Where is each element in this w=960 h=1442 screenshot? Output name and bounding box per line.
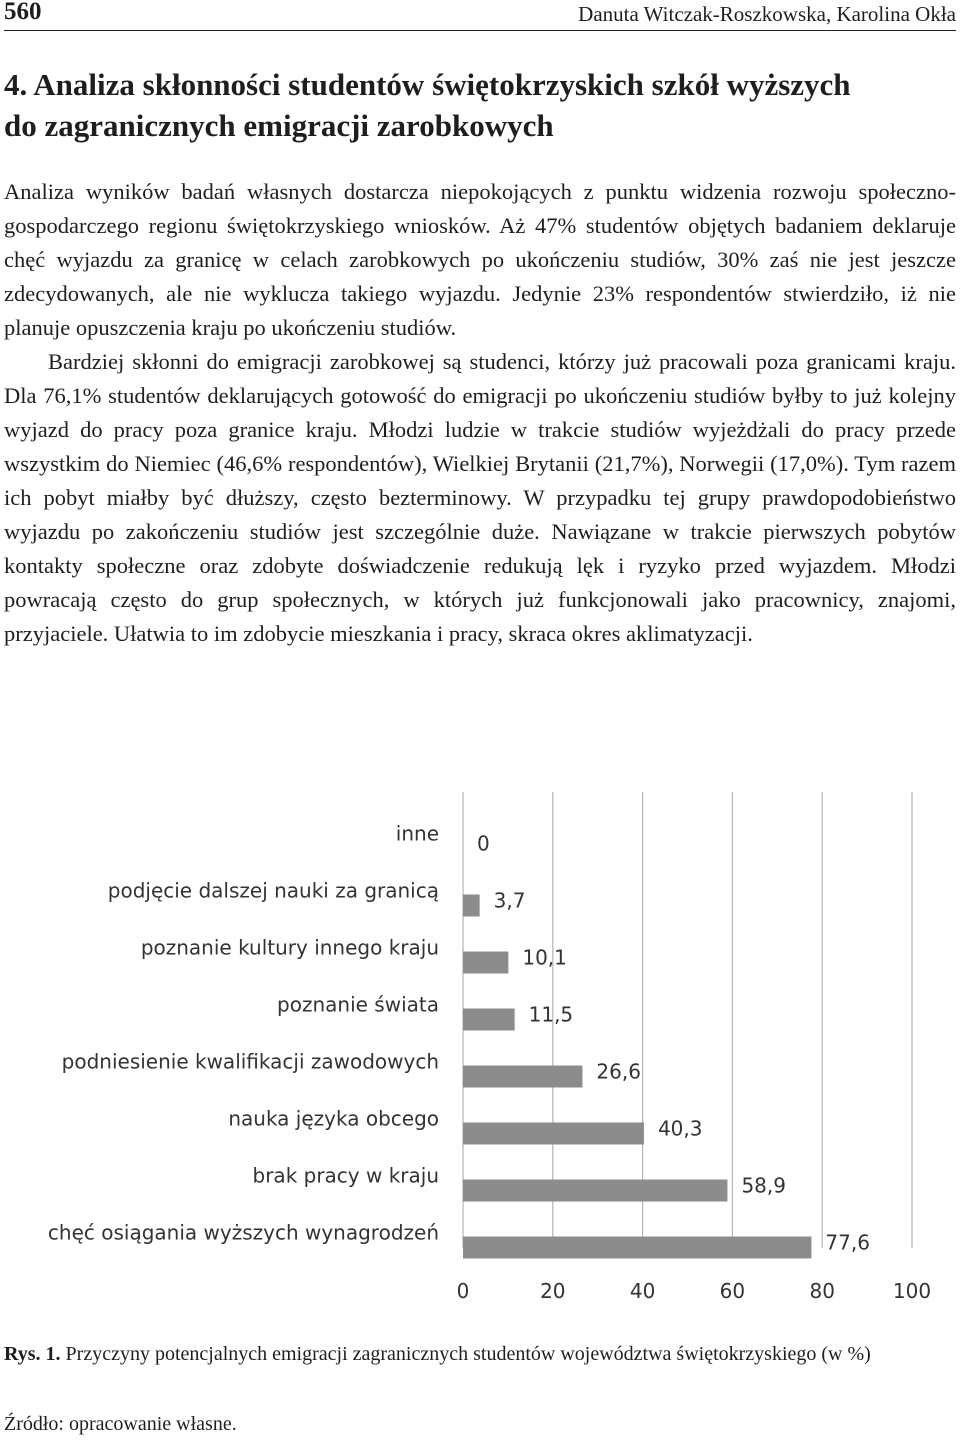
paragraph-1: Analiza wyników badań własnych dostarcza niepokojących z punktu widzenia rozwoju społeczno-gospodarczego regionu świętokrzyskiego wniosków. Aż 47% studentów objętych badaniem deklaruje chęć wyjazdu za granicę w celach zarobkowych po ukończeniu studiów, 30% zaś nie jest jeszcze zdecydowanych, ale nie wyklucza takiego wyjazdu. Jedynie 23% respondentów stwierdziło, iż nie planuje opuszczenia kraju po ukończeniu studiów. [4, 179, 956, 340]
value-label-7: 77,6 [825, 1230, 870, 1255]
bar-1 [463, 895, 480, 917]
header-rule [4, 30, 956, 31]
value-label-4: 26,6 [596, 1059, 641, 1084]
paragraph-2: Bardziej skłonni do emigracji zarobkowej są studenci, którzy już pracowali poza granicami kraju. Dla 76,1% studentów deklarujących gotowość do emigracji po ukończeniu studiów byłby to już kolejny wyjazd do pracy poza granice kraju. Młodzi ludzie w trakcie studiów wyjeżdżali do pracy przede wszystkim do Niemiec (46,6% respondentów), Wielkiej Brytanii (21,7%), Norwegii (17,0%). Tym razem ich pobyt miałby być dłuższy, często bezterminowy. W przypadku tej grupy prawdopodobieństwo wyjazdu po zakończeniu studiów jest szczególnie duże. Nawiązane w trakcie pierwszych pobytów kontakty społeczne oraz zdobyte doświadczenie redukują lęk i ryzyko przed wyjazdem. Młodzi powracają często do grup społecznych, w których już funkcjonowali jako pracownicy, znajomi, przyjaciele. Ułatwia to im zdobycie mieszkania i pracy, skraca okres aklimatyzacji. [4, 349, 956, 646]
value-label-6: 58,9 [741, 1173, 786, 1198]
value-label-2: 10,1 [522, 945, 567, 970]
page-number: 560 [4, 0, 42, 25]
bar-chart-svg [0, 770, 960, 1310]
bar-2 [463, 952, 508, 974]
section-title-line1: 4. Analiza skłonności studentów świętokrzyskich szkół wyższych [4, 67, 851, 102]
bar-4 [463, 1066, 582, 1088]
category-label-5: nauka języka obcego [228, 1106, 439, 1131]
x-tick-label-100: 100 [892, 1279, 932, 1303]
body-text [4, 175, 956, 651]
category-label-2: poznanie kultury innego kraju [140, 935, 439, 960]
category-label-7: chęć osiągania wyższych wynagrodzeń [47, 1220, 439, 1245]
page-header [4, 0, 956, 28]
bar-5 [463, 1123, 644, 1145]
section-title-line2: do zagranicznych emigracji zarobkowych [4, 108, 554, 143]
figure-source: Źródło: opracowanie własne. [4, 1413, 237, 1435]
value-label-5: 40,3 [657, 1116, 703, 1141]
bar-7 [463, 1237, 811, 1259]
x-tick-label-40: 40 [629, 1279, 656, 1303]
running-head-authors: Danuta Witczak-Roszkowska, Karolina Okła [578, 2, 956, 26]
figure-caption-text: Przyczyny potencjalnych emigracji zagranicznych studentów województwa świętokrzyskiego (w %) [60, 1343, 871, 1365]
x-tick-label-80: 80 [809, 1279, 835, 1303]
x-tick-label-0: 0 [456, 1279, 470, 1303]
category-label-1: podjęcie dalszej nauki za granicą [107, 878, 439, 903]
bar-3 [463, 1009, 515, 1031]
x-tick-label-20: 20 [540, 1279, 566, 1303]
figure-caption [4, 1340, 956, 1369]
value-label-0: 0 [477, 831, 490, 856]
value-label-3: 11,5 [528, 1002, 574, 1027]
figure-label: Rys. 1. [4, 1343, 61, 1365]
bar-chart [0, 770, 960, 1310]
category-label-4: podniesienie kwalifikacji zawodowych [61, 1049, 439, 1074]
section-title [4, 64, 956, 146]
x-tick-label-60: 60 [719, 1279, 746, 1303]
category-label-6: brak pracy w kraju [252, 1163, 439, 1188]
category-label-3: poznanie świata [277, 992, 439, 1017]
bar-6 [463, 1180, 727, 1202]
value-label-1: 3,7 [493, 888, 526, 913]
category-label-0: inne [395, 821, 439, 846]
